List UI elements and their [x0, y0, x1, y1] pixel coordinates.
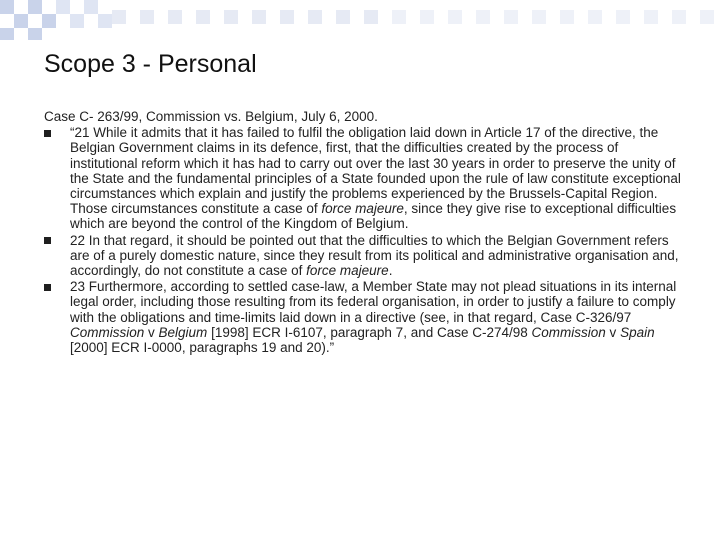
bullet-item-23 [44, 279, 684, 355]
bullet-item-21 [44, 125, 684, 231]
bullet-text: 23 Furthermore, according to settled case-law, a Member State may not plead situations in its internal legal order, including those resulting from its federal organisation, in order to justify a failure to comply with the obligations and time-limits laid down in a directive (see, in that regard, Case C-326/97 Commission v Belgium [1998] ECR I-6107, paragraph 7, and Case C-274/98 Commission v Spain [2000] ECR I-0000, paragraphs 19 and 20).” [70, 279, 677, 356]
square-bullet-icon [44, 284, 51, 291]
slide-body [44, 109, 684, 356]
bullet-item-22 [44, 233, 684, 279]
slide-title: Scope 3 - Personal [44, 50, 257, 78]
bullet-text: “21 While it admits that it has failed to fulfil the obligation laid down in Article 17 of the directive, the Belgian Government claims in its defence, first, that the difficulties created by the process of institutional reform which it has had to carry out over the last 30 years in order to preserve the unity of the State and the fundamental principles of a State founded upon the rule of law constitute exceptional circumstances which explain and justify the problems experienced by the Brussels-Capital Region. Those circumstances constitute a case of force majeure, since they give rise to exceptional difficulties which are beyond the control of the Kingdom of Belgium. [70, 125, 681, 232]
square-bullet-icon [44, 130, 51, 137]
checkerboard-decoration [0, 0, 720, 40]
case-citation: Case C- 263/99, Commission vs. Belgium, July 6, 2000. [44, 109, 378, 124]
bullet-text: 22 In that regard, it should be pointed out that the difficulties to which the Belgian Government refers are of a purely domestic nature, since they result from its political and administrative organisation and, accordingly, do not constitute a case of force majeure. [70, 232, 679, 279]
square-bullet-icon [44, 237, 51, 244]
